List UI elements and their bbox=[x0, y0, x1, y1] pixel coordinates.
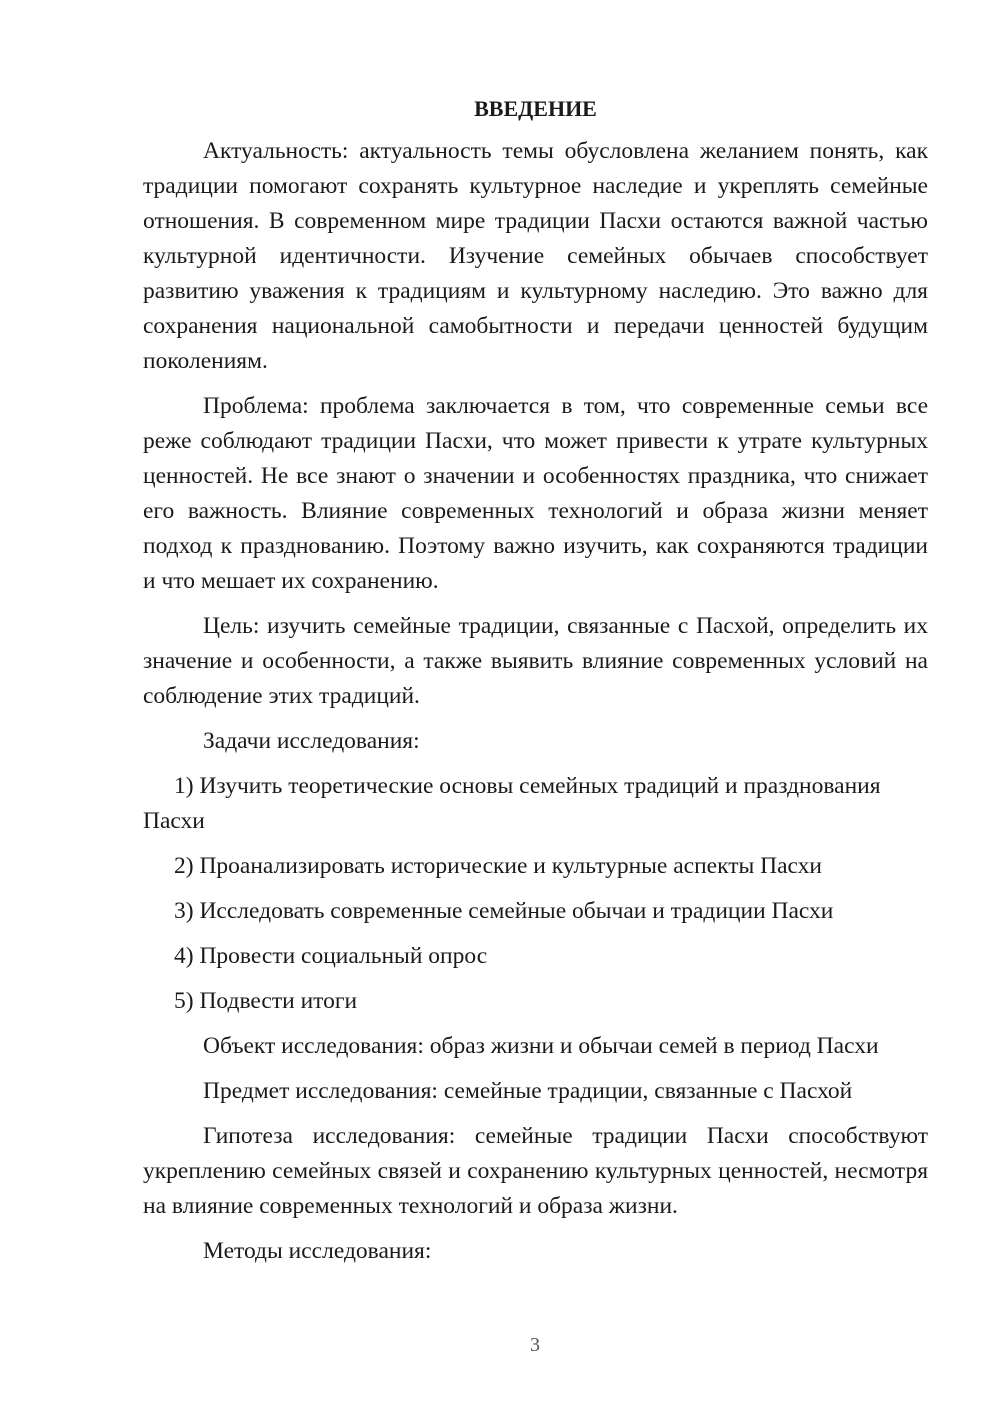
relevance-paragraph: Актуальность: актуальность темы обусловлена желанием понять, как традиции помогают сохранять культурное наследие и укреплять семейные отношения. В современном мире традиции Пасхи остаются важной частью культурной идентичности. Изучение семейных обычаев способствует развитию уважения к традициям и культурному наследию. Это важно для сохранения национальной самобытности и передачи ценностей будущим поколениям. bbox=[143, 138, 928, 374]
document-page bbox=[143, 94, 928, 1279]
subject-paragraph: Предмет исследования: семейные традиции, связанные с Пасхой bbox=[203, 1078, 853, 1104]
problem-paragraph: Проблема: проблема заключается в том, что современные семьи все реже соблюдают традиции Пасхи, что может привести к утрате культурных ценностей. Не все знают о значении и особенностях праздника, что снижает его важность. Влияние современных технологий и образа жизни меняет подход к празднованию. Поэтому важно изучить, как сохраняются традиции и что мешает их сохранению. bbox=[143, 393, 928, 594]
task-item-3: 3) Исследовать современные семейные обычаи и традиции Пасхи bbox=[174, 898, 834, 924]
task-item-2: 2) Проанализировать исторические и культурные аспекты Пасхи bbox=[174, 853, 822, 879]
task-item-1: 1) Изучить теоретические основы семейных традиций и празднования Пасхи bbox=[143, 773, 881, 834]
hypothesis-paragraph: Гипотеза исследования: семейные традиции Пасхи способствуют укреплению семейных связей и сохранению культурных ценностей, несмотря на влияние современных технологий и образа жизни. bbox=[143, 1123, 928, 1219]
task-item-4: 4) Провести социальный опрос bbox=[174, 943, 488, 969]
page-title: ВВЕДЕНИЕ bbox=[474, 96, 597, 121]
goal-paragraph: Цель: изучить семейные традиции, связанные с Пасхой, определить их значение и особенности, а также выявить влияние современных условий на соблюдение этих традиций. bbox=[143, 613, 928, 709]
object-paragraph: Объект исследования: образ жизни и обычаи семей в период Пасхи bbox=[203, 1033, 879, 1059]
tasks-heading: Задачи исследования: bbox=[203, 728, 420, 754]
methods-heading: Методы исследования: bbox=[203, 1238, 432, 1264]
page-number: 3 bbox=[530, 1334, 540, 1356]
task-item-5: 5) Подвести итоги bbox=[174, 988, 358, 1014]
